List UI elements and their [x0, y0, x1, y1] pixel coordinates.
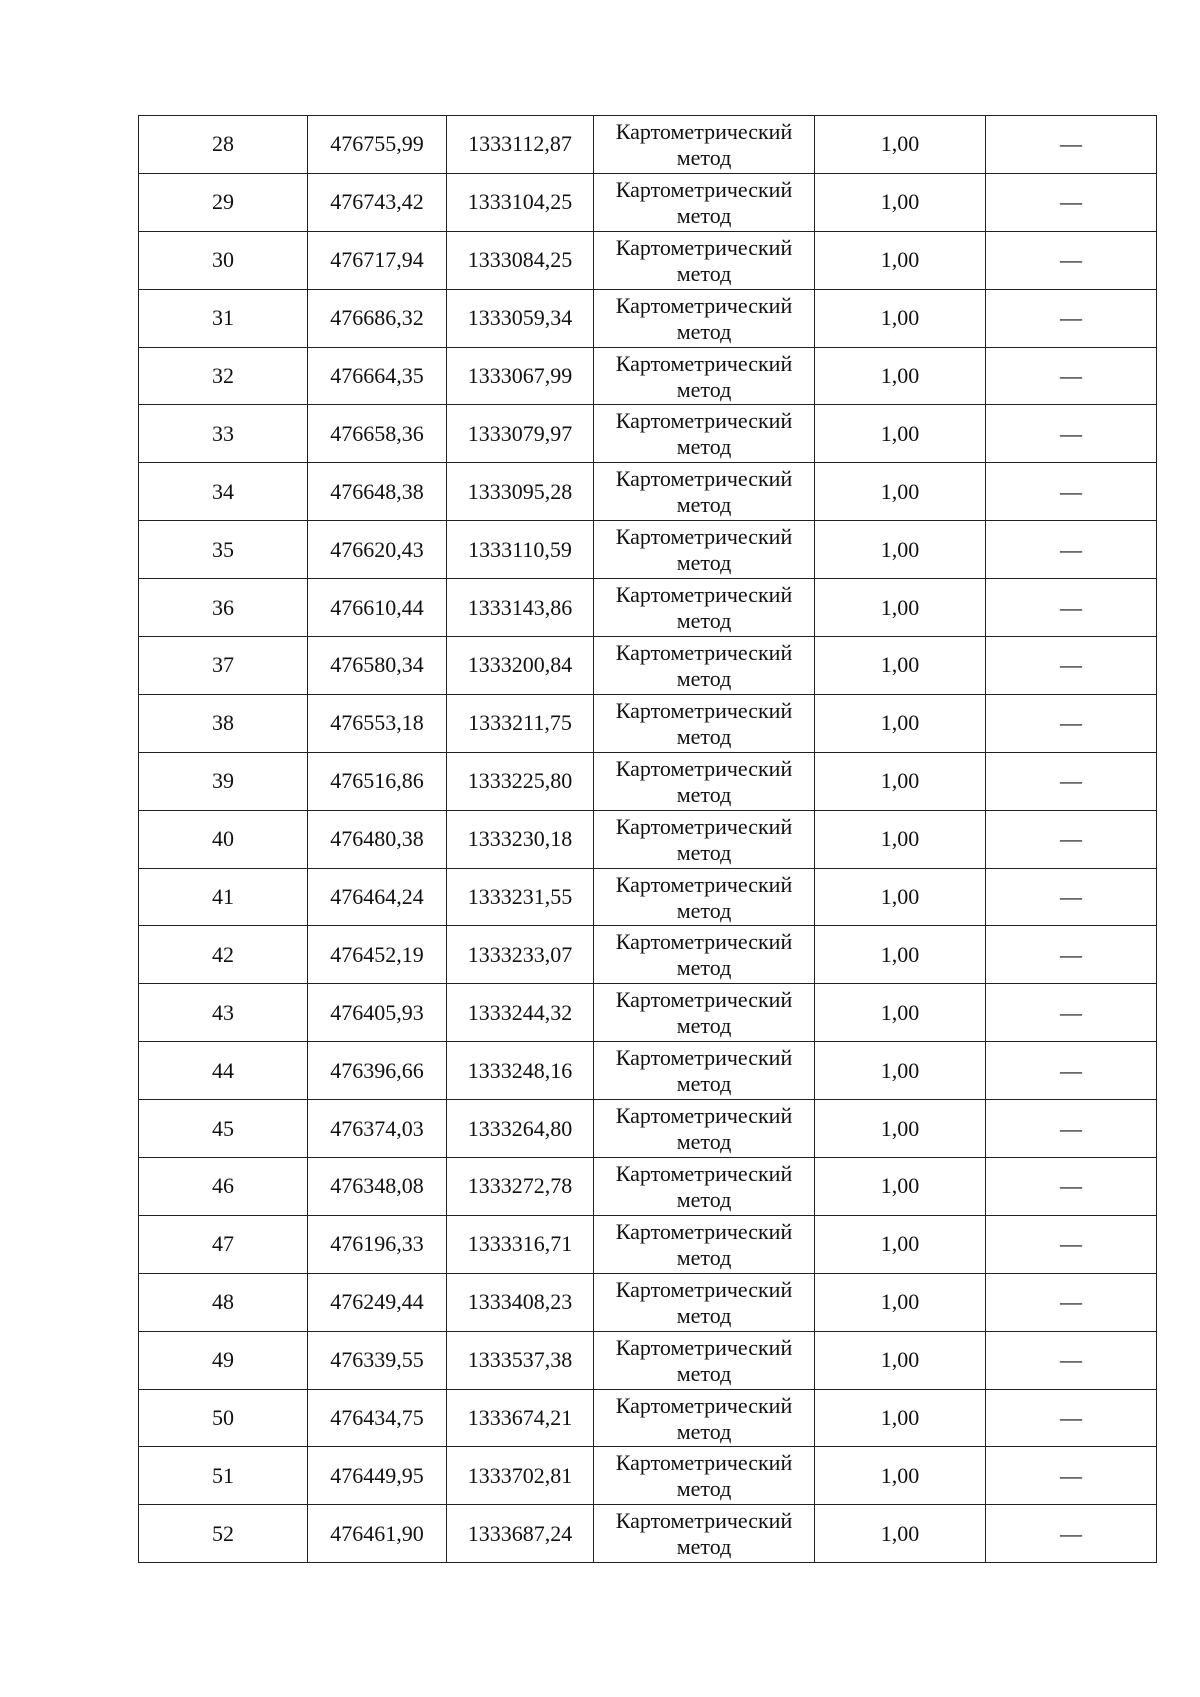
method-line-1: Картометрический [615, 1276, 793, 1302]
point-number-cell: 35 [139, 521, 308, 579]
method-cell [594, 289, 815, 347]
method-line-2: метод [676, 1244, 732, 1270]
coordinate-x-cell: 476374,03 [308, 1100, 447, 1158]
method-cell [594, 1100, 815, 1158]
coordinate-x-cell: 476348,08 [308, 1158, 447, 1216]
accuracy-cell: 1,00 [815, 405, 986, 463]
method-cell [594, 810, 815, 868]
coordinate-y-cell: 1333316,71 [447, 1215, 594, 1273]
method-line-1: Картометрический [615, 176, 793, 202]
method-cell [594, 868, 815, 926]
method-line-1: Картометрический [615, 987, 793, 1013]
note-cell: — [986, 1389, 1157, 1447]
method-line-2: метод [676, 1071, 732, 1097]
method-line-1: Картометрический [615, 929, 793, 955]
table-row [139, 231, 1157, 289]
point-number-cell: 51 [139, 1447, 308, 1505]
coordinate-x-cell: 476452,19 [308, 926, 447, 984]
note-cell: — [986, 521, 1157, 579]
coordinate-x-cell: 476755,99 [308, 116, 447, 174]
note-cell: — [986, 1331, 1157, 1389]
note-cell: — [986, 868, 1157, 926]
method-cell [594, 405, 815, 463]
point-number-cell: 46 [139, 1158, 308, 1216]
coordinate-y-cell: 1333408,23 [447, 1273, 594, 1331]
note-cell: — [986, 1273, 1157, 1331]
coordinate-x-cell: 476648,38 [308, 463, 447, 521]
method-line-2: метод [676, 897, 732, 923]
point-number-cell: 39 [139, 752, 308, 810]
note-cell: — [986, 347, 1157, 405]
method-cell [594, 116, 815, 174]
coordinate-x-cell: 476449,95 [308, 1447, 447, 1505]
method-line-1: Картометрический [615, 1450, 793, 1476]
method-line-2: метод [676, 260, 732, 286]
accuracy-cell: 1,00 [815, 347, 986, 405]
coordinate-x-cell: 476516,86 [308, 752, 447, 810]
method-cell [594, 463, 815, 521]
accuracy-cell: 1,00 [815, 579, 986, 637]
table-row [139, 694, 1157, 752]
point-number-cell: 49 [139, 1331, 308, 1389]
accuracy-cell: 1,00 [815, 521, 986, 579]
table-row [139, 116, 1157, 174]
note-cell: — [986, 984, 1157, 1042]
method-cell [594, 579, 815, 637]
method-line-2: метод [676, 1302, 732, 1328]
coordinate-y-cell: 1333225,80 [447, 752, 594, 810]
method-line-1: Картометрический [615, 1392, 793, 1418]
coordinate-y-cell: 1333104,25 [447, 173, 594, 231]
coordinate-x-cell: 476664,35 [308, 347, 447, 405]
note-cell: — [986, 1215, 1157, 1273]
note-cell: — [986, 463, 1157, 521]
table-row [139, 810, 1157, 868]
method-line-1: Картометрический [615, 234, 793, 260]
table-row [139, 1505, 1157, 1563]
coordinate-y-cell: 1333067,99 [447, 347, 594, 405]
coordinate-x-cell: 476434,75 [308, 1389, 447, 1447]
coordinate-x-cell: 476686,32 [308, 289, 447, 347]
method-line-2: метод [676, 1129, 732, 1155]
method-line-1: Картометрический [615, 755, 793, 781]
coordinate-y-cell: 1333230,18 [447, 810, 594, 868]
note-cell: — [986, 1447, 1157, 1505]
coordinate-x-cell: 476743,42 [308, 173, 447, 231]
method-line-2: метод [676, 723, 732, 749]
method-line-1: Картометрический [615, 1218, 793, 1244]
accuracy-cell: 1,00 [815, 637, 986, 695]
coordinate-x-cell: 476620,43 [308, 521, 447, 579]
coordinate-x-cell: 476464,24 [308, 868, 447, 926]
table-body [139, 116, 1157, 1563]
accuracy-cell: 1,00 [815, 289, 986, 347]
table-row [139, 405, 1157, 463]
coordinate-y-cell: 1333059,34 [447, 289, 594, 347]
accuracy-cell: 1,00 [815, 1100, 986, 1158]
method-line-1: Картометрический [615, 697, 793, 723]
method-line-1: Картометрический [615, 871, 793, 897]
accuracy-cell: 1,00 [815, 694, 986, 752]
method-cell [594, 173, 815, 231]
method-line-1: Картометрический [615, 1334, 793, 1360]
accuracy-cell: 1,00 [815, 1389, 986, 1447]
coordinate-y-cell: 1333674,21 [447, 1389, 594, 1447]
method-cell [594, 984, 815, 1042]
note-cell: — [986, 579, 1157, 637]
coordinate-x-cell: 476658,36 [308, 405, 447, 463]
method-line-2: метод [676, 1534, 732, 1560]
point-number-cell: 34 [139, 463, 308, 521]
coordinate-x-cell: 476580,34 [308, 637, 447, 695]
accuracy-cell: 1,00 [815, 810, 986, 868]
point-number-cell: 45 [139, 1100, 308, 1158]
table-row [139, 752, 1157, 810]
accuracy-cell: 1,00 [815, 231, 986, 289]
note-cell: — [986, 231, 1157, 289]
coordinate-x-cell: 476196,33 [308, 1215, 447, 1273]
coordinate-x-cell: 476405,93 [308, 984, 447, 1042]
point-number-cell: 50 [139, 1389, 308, 1447]
coordinate-x-cell: 476249,44 [308, 1273, 447, 1331]
note-cell: — [986, 637, 1157, 695]
note-cell: — [986, 405, 1157, 463]
coordinate-y-cell: 1333244,32 [447, 984, 594, 1042]
accuracy-cell: 1,00 [815, 1158, 986, 1216]
coordinate-x-cell: 476553,18 [308, 694, 447, 752]
method-line-1: Картометрический [615, 639, 793, 665]
method-line-2: метод [676, 1013, 732, 1039]
method-line-1: Картометрический [615, 524, 793, 550]
note-cell: — [986, 116, 1157, 174]
coordinate-y-cell: 1333211,75 [447, 694, 594, 752]
coordinate-x-cell: 476610,44 [308, 579, 447, 637]
coordinate-y-cell: 1333248,16 [447, 1042, 594, 1100]
point-number-cell: 31 [139, 289, 308, 347]
table-row [139, 1389, 1157, 1447]
method-cell [594, 347, 815, 405]
point-number-cell: 52 [139, 1505, 308, 1563]
table-row [139, 1042, 1157, 1100]
method-line-2: метод [676, 376, 732, 402]
point-number-cell: 30 [139, 231, 308, 289]
method-line-1: Картометрический [615, 408, 793, 434]
point-number-cell: 38 [139, 694, 308, 752]
method-line-1: Картометрический [615, 1103, 793, 1129]
table-row [139, 173, 1157, 231]
coordinate-y-cell: 1333687,24 [447, 1505, 594, 1563]
table-row [139, 1215, 1157, 1273]
method-line-2: метод [676, 839, 732, 865]
note-cell: — [986, 926, 1157, 984]
accuracy-cell: 1,00 [815, 1273, 986, 1331]
point-number-cell: 43 [139, 984, 308, 1042]
coordinates-table [138, 115, 1157, 1563]
table-row [139, 521, 1157, 579]
coordinate-y-cell: 1333272,78 [447, 1158, 594, 1216]
method-cell [594, 926, 815, 984]
method-line-2: метод [676, 492, 732, 518]
method-line-2: метод [676, 550, 732, 576]
table-row [139, 289, 1157, 347]
method-line-1: Картометрический [615, 1160, 793, 1186]
method-cell [594, 637, 815, 695]
coordinate-y-cell: 1333200,84 [447, 637, 594, 695]
table-row [139, 1158, 1157, 1216]
table-row [139, 463, 1157, 521]
coordinate-y-cell: 1333233,07 [447, 926, 594, 984]
coordinate-x-cell: 476461,90 [308, 1505, 447, 1563]
method-line-1: Картометрический [615, 582, 793, 608]
accuracy-cell: 1,00 [815, 1447, 986, 1505]
method-line-1: Картометрический [615, 1045, 793, 1071]
coordinate-y-cell: 1333537,38 [447, 1331, 594, 1389]
method-line-1: Картометрический [615, 350, 793, 376]
point-number-cell: 28 [139, 116, 308, 174]
coordinate-y-cell: 1333143,86 [447, 579, 594, 637]
note-cell: — [986, 1042, 1157, 1100]
point-number-cell: 42 [139, 926, 308, 984]
note-cell: — [986, 694, 1157, 752]
coordinate-y-cell: 1333231,55 [447, 868, 594, 926]
table-row [139, 1331, 1157, 1389]
coordinate-y-cell: 1333264,80 [447, 1100, 594, 1158]
table-row [139, 579, 1157, 637]
point-number-cell: 47 [139, 1215, 308, 1273]
accuracy-cell: 1,00 [815, 463, 986, 521]
accuracy-cell: 1,00 [815, 752, 986, 810]
method-cell [594, 752, 815, 810]
point-number-cell: 44 [139, 1042, 308, 1100]
table-row [139, 1273, 1157, 1331]
method-cell [594, 694, 815, 752]
method-line-1: Картометрический [615, 1508, 793, 1534]
table-row [139, 1447, 1157, 1505]
method-line-2: метод [676, 781, 732, 807]
point-number-cell: 29 [139, 173, 308, 231]
method-cell [594, 1447, 815, 1505]
method-line-2: метод [676, 665, 732, 691]
accuracy-cell: 1,00 [815, 926, 986, 984]
method-line-2: метод [676, 955, 732, 981]
note-cell: — [986, 810, 1157, 868]
note-cell: — [986, 289, 1157, 347]
note-cell: — [986, 173, 1157, 231]
accuracy-cell: 1,00 [815, 1331, 986, 1389]
method-line-2: метод [676, 608, 732, 634]
coordinate-x-cell: 476480,38 [308, 810, 447, 868]
method-line-1: Картометрический [615, 813, 793, 839]
coordinate-x-cell: 476396,66 [308, 1042, 447, 1100]
point-number-cell: 40 [139, 810, 308, 868]
accuracy-cell: 1,00 [815, 173, 986, 231]
accuracy-cell: 1,00 [815, 116, 986, 174]
method-line-2: метод [676, 1476, 732, 1502]
accuracy-cell: 1,00 [815, 1505, 986, 1563]
method-line-1: Картометрический [615, 118, 793, 144]
coordinate-y-cell: 1333084,25 [447, 231, 594, 289]
point-number-cell: 33 [139, 405, 308, 463]
accuracy-cell: 1,00 [815, 868, 986, 926]
method-line-1: Картометрический [615, 466, 793, 492]
method-line-2: метод [676, 318, 732, 344]
accuracy-cell: 1,00 [815, 984, 986, 1042]
method-cell [594, 1215, 815, 1273]
method-cell [594, 1331, 815, 1389]
method-cell [594, 231, 815, 289]
point-number-cell: 36 [139, 579, 308, 637]
point-number-cell: 37 [139, 637, 308, 695]
method-cell [594, 1505, 815, 1563]
accuracy-cell: 1,00 [815, 1042, 986, 1100]
accuracy-cell: 1,00 [815, 1215, 986, 1273]
table-row [139, 637, 1157, 695]
table-row [139, 984, 1157, 1042]
method-line-2: метод [676, 1418, 732, 1444]
method-line-1: Картометрический [615, 292, 793, 318]
table-row [139, 347, 1157, 405]
coordinate-y-cell: 1333079,97 [447, 405, 594, 463]
method-line-2: метод [676, 1360, 732, 1386]
method-cell [594, 1389, 815, 1447]
coordinate-y-cell: 1333702,81 [447, 1447, 594, 1505]
method-cell [594, 521, 815, 579]
table-row [139, 926, 1157, 984]
note-cell: — [986, 1158, 1157, 1216]
point-number-cell: 41 [139, 868, 308, 926]
table-row [139, 1100, 1157, 1158]
method-cell [594, 1158, 815, 1216]
method-line-2: метод [676, 144, 732, 170]
point-number-cell: 32 [139, 347, 308, 405]
coordinate-y-cell: 1333095,28 [447, 463, 594, 521]
note-cell: — [986, 1505, 1157, 1563]
coordinate-x-cell: 476339,55 [308, 1331, 447, 1389]
note-cell: — [986, 752, 1157, 810]
note-cell: — [986, 1100, 1157, 1158]
method-line-2: метод [676, 1186, 732, 1212]
coordinate-x-cell: 476717,94 [308, 231, 447, 289]
method-cell [594, 1273, 815, 1331]
point-number-cell: 48 [139, 1273, 308, 1331]
method-line-2: метод [676, 434, 732, 460]
coordinate-y-cell: 1333112,87 [447, 116, 594, 174]
coordinate-y-cell: 1333110,59 [447, 521, 594, 579]
method-cell [594, 1042, 815, 1100]
method-line-2: метод [676, 202, 732, 228]
table-row [139, 868, 1157, 926]
